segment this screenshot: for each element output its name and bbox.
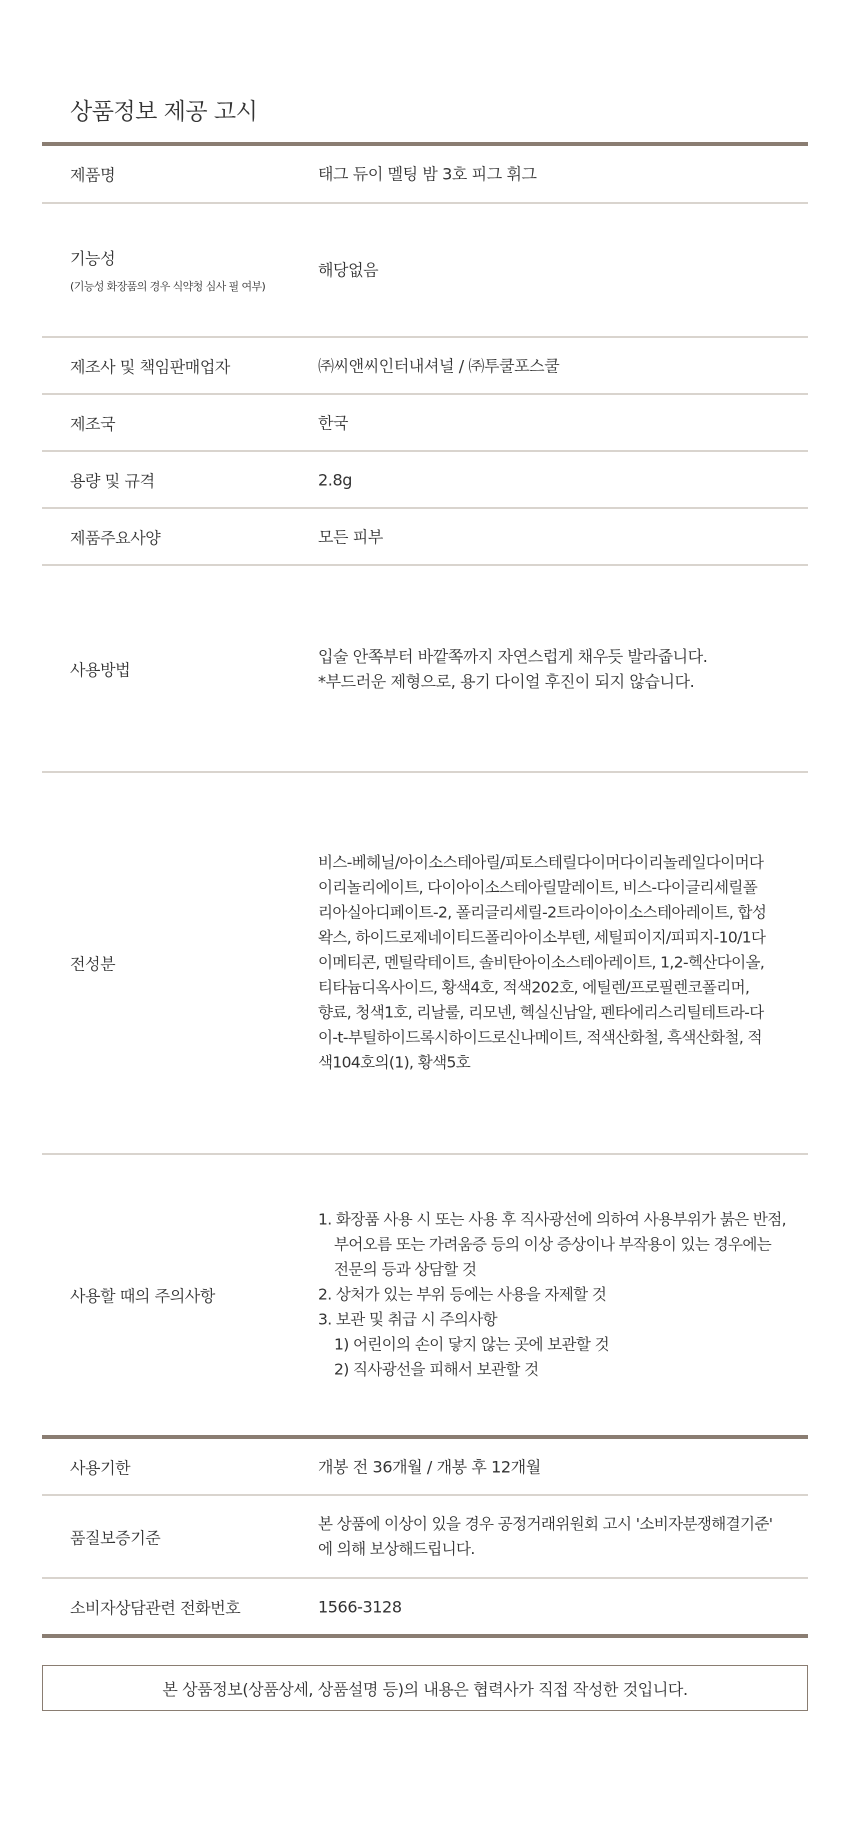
row-label: 사용할 때의 주의사항 [70, 1286, 215, 1306]
row-label: 전성분 [70, 954, 116, 974]
row-consumer-phone [42, 1579, 808, 1634]
row-label: 용량 및 규격 [70, 471, 155, 490]
row-label: 기능성 (기능성 화장품의 경우 식약청 심사 필 여부) [70, 246, 290, 294]
row-label: 사용기한 [70, 1458, 131, 1477]
row-value: 비스-베헤닐/아이소스테아릴/피토스테릴다이머다이리놀레일다이머다 이리놀리에이트, 다이아이소스테아릴말레이트, 비스-다이글리세릴폴 리아실아디페이트-2, 폴리글리세릴-2트라이아이소스테아레이트, 합성 왁스, 하이드로제네이티드폴리아이소부텐, 세틸피이지/피피지-10/1다 이메티콘, 멘틸락테이트, 솔비탄아이소스테아레이트, 1,2-헥산다이올, 티타늄디옥사이드, 황색4호, 적색202호, 에틸렌/프로필렌코폴리머, 향료, 청색1호, 리날룰, 리모넨, 헥실신남알, 펜타에리스리틸테트라-다 이-t-부틸하이드록시하이드로신나메이트, 적색산화철, 흑색산화철, 적 색104호의(1), 황색5호 [318, 853, 767, 1072]
row-ingredients [42, 773, 808, 1155]
row-quality-guarantee [42, 1496, 808, 1579]
row-value: 모든 피부 [318, 527, 383, 546]
row-functionality [42, 204, 808, 338]
row-sublabel: (기능성 화장품의 경우 식약청 심사 필 여부) [70, 280, 266, 293]
row-expiry [42, 1439, 808, 1496]
row-value: 한국 [318, 413, 349, 432]
row-value: 입술 안쪽부터 바깥쪽까지 자연스럽게 채우듯 발라줍니다. *부드러운 제형으로, 용기 다이얼 후진이 되지 않습니다. [318, 646, 708, 691]
row-label: 제조사 및 책임판매업자 [70, 357, 230, 376]
row-label: 소비자상담관련 전화번호 [70, 1598, 241, 1617]
row-label: 사용방법 [70, 660, 131, 679]
footer-notice: 본 상품정보(상품상세, 상품설명 등)의 내용은 협력사가 직접 작성한 것입니다. [42, 1665, 808, 1711]
product-info-table [42, 142, 808, 1638]
row-label: 제조국 [70, 414, 116, 433]
table-bottom-border [42, 1634, 808, 1638]
row-product-name [42, 146, 808, 204]
row-value: 해당없음 [318, 260, 379, 280]
row-main-spec [42, 509, 808, 566]
row-value: 2.8g [318, 470, 353, 489]
row-value: 태그 듀이 멜팅 밤 3호 피그 휘그 [318, 164, 537, 184]
row-value: 본 상품에 이상이 있을 경우 공정거래위원회 고시 '소비자분쟁해결기준' 에 의해 보상해드립니다. [318, 1514, 773, 1558]
row-value: 1566-3128 [318, 1597, 402, 1616]
row-value: 1. 화장품 사용 시 또는 사용 후 직사광선에 의하여 사용부위가 붉은 반점, 부어오름 또는 가려움증 등의 이상 증상이나 부작용이 있는 경우에는 전문의 등과 상담할 것 2. 상처가 있는 부위 등에는 사용을 자제할 것 3. 보관 및 취급 시 주의사항 1) 어린이의 손이 닿지 않는 곳에 보관할 것 2) 직사광선을 피해서 보관할 것 [318, 1210, 786, 1379]
row-value: ㈜씨앤씨인터내셔널 / ㈜투쿨포스쿨 [318, 356, 560, 375]
page-title: 상품정보 제공 고시 [70, 99, 258, 125]
row-country [42, 395, 808, 452]
row-label: 품질보증기준 [70, 1528, 161, 1547]
row-label: 제품명 [70, 165, 116, 185]
row-usage [42, 566, 808, 773]
row-value: 개봉 전 36개월 / 개봉 후 12개월 [318, 1457, 541, 1476]
row-manufacturer [42, 338, 808, 395]
row-volume [42, 452, 808, 509]
row-label: 제품주요사양 [70, 528, 161, 547]
row-precautions [42, 1155, 808, 1435]
